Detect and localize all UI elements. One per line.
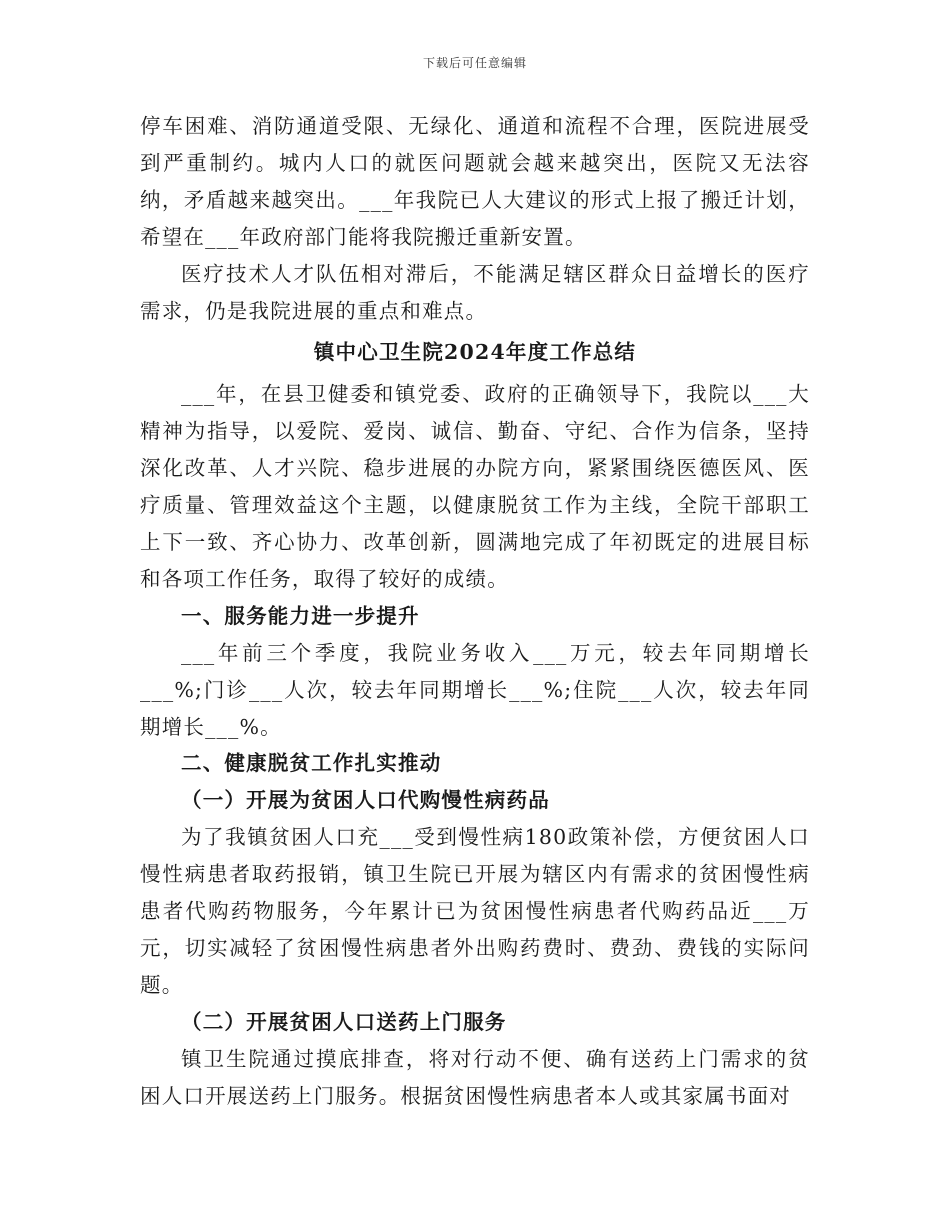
- paragraph: 停车困难、消防通道受限、无绿化、通道和流程不合理，医院进展受到严重制约。城内人口的就医问题就会越来越突出，医院又无法容纳，矛盾越来越突出。___年我院已人大建议的形式上报了搬迁计划，希望在___年政府部门能将我院搬迁重新安置。: [140, 114, 810, 249]
- paragraph: 镇卫生院通过摸底排查，将对行动不便、确有送药上门需求的贫困人口开展送药上门服务。根据贫困慢性病患者本人或其家属书面对: [140, 1046, 810, 1108]
- header-note: 下载后可任意编辑: [422, 56, 527, 70]
- subsection-heading: （一）开展为贫困人口代购慢性病药品: [181, 788, 550, 813]
- subsection-heading: （二）开展贫困人口送药上门服务: [181, 1009, 507, 1034]
- document-title: 镇中心卫生院2024年度工作总结: [313, 340, 637, 365]
- section-heading: 一、服务能力进一步提升: [181, 603, 420, 628]
- document-body: [140, 108, 810, 1114]
- paragraph: 为了我镇贫困人口充___受到慢性病180政策补偿，方便贫困人口慢性病患者取药报销，镇卫生院已开展为辖区内有需求的贫困慢性病患者代购药物服务，今年累计已为贫困慢性病患者代购药品近___万元，切实减轻了贫困慢性病患者外出购药费时、费劲、费钱的实际问题。: [140, 825, 810, 997]
- paragraph: ___年前三个季度，我院业务收入___万元，较去年同期增长___%;门诊___人次，较去年同期增长___%;住院___人次，较去年同期增长___%。: [140, 640, 810, 739]
- paragraph: 医疗技术人才队伍相对滞后，不能满足辖区群众日益增长的医疗需求，仍是我院进展的重点和难点。: [140, 261, 810, 323]
- section-heading: 二、健康脱贫工作扎实推动: [181, 751, 442, 776]
- paragraph: ___年，在县卫健委和镇党委、政府的正确领导下，我院以___大精神为指导，以爱院、爱岗、诚信、勤奋、守纪、合作为信条，坚持深化改革、人才兴院、稳步进展的办院方向，紧紧围绕医德医风、医疗质量、管理效益这个主题，以健康脱贫工作为主线，全院干部职工上下一致、齐心协力、改革创新，圆满地完成了年初既定的进展目标和各项工作任务，取得了较好的成绩。: [140, 382, 810, 591]
